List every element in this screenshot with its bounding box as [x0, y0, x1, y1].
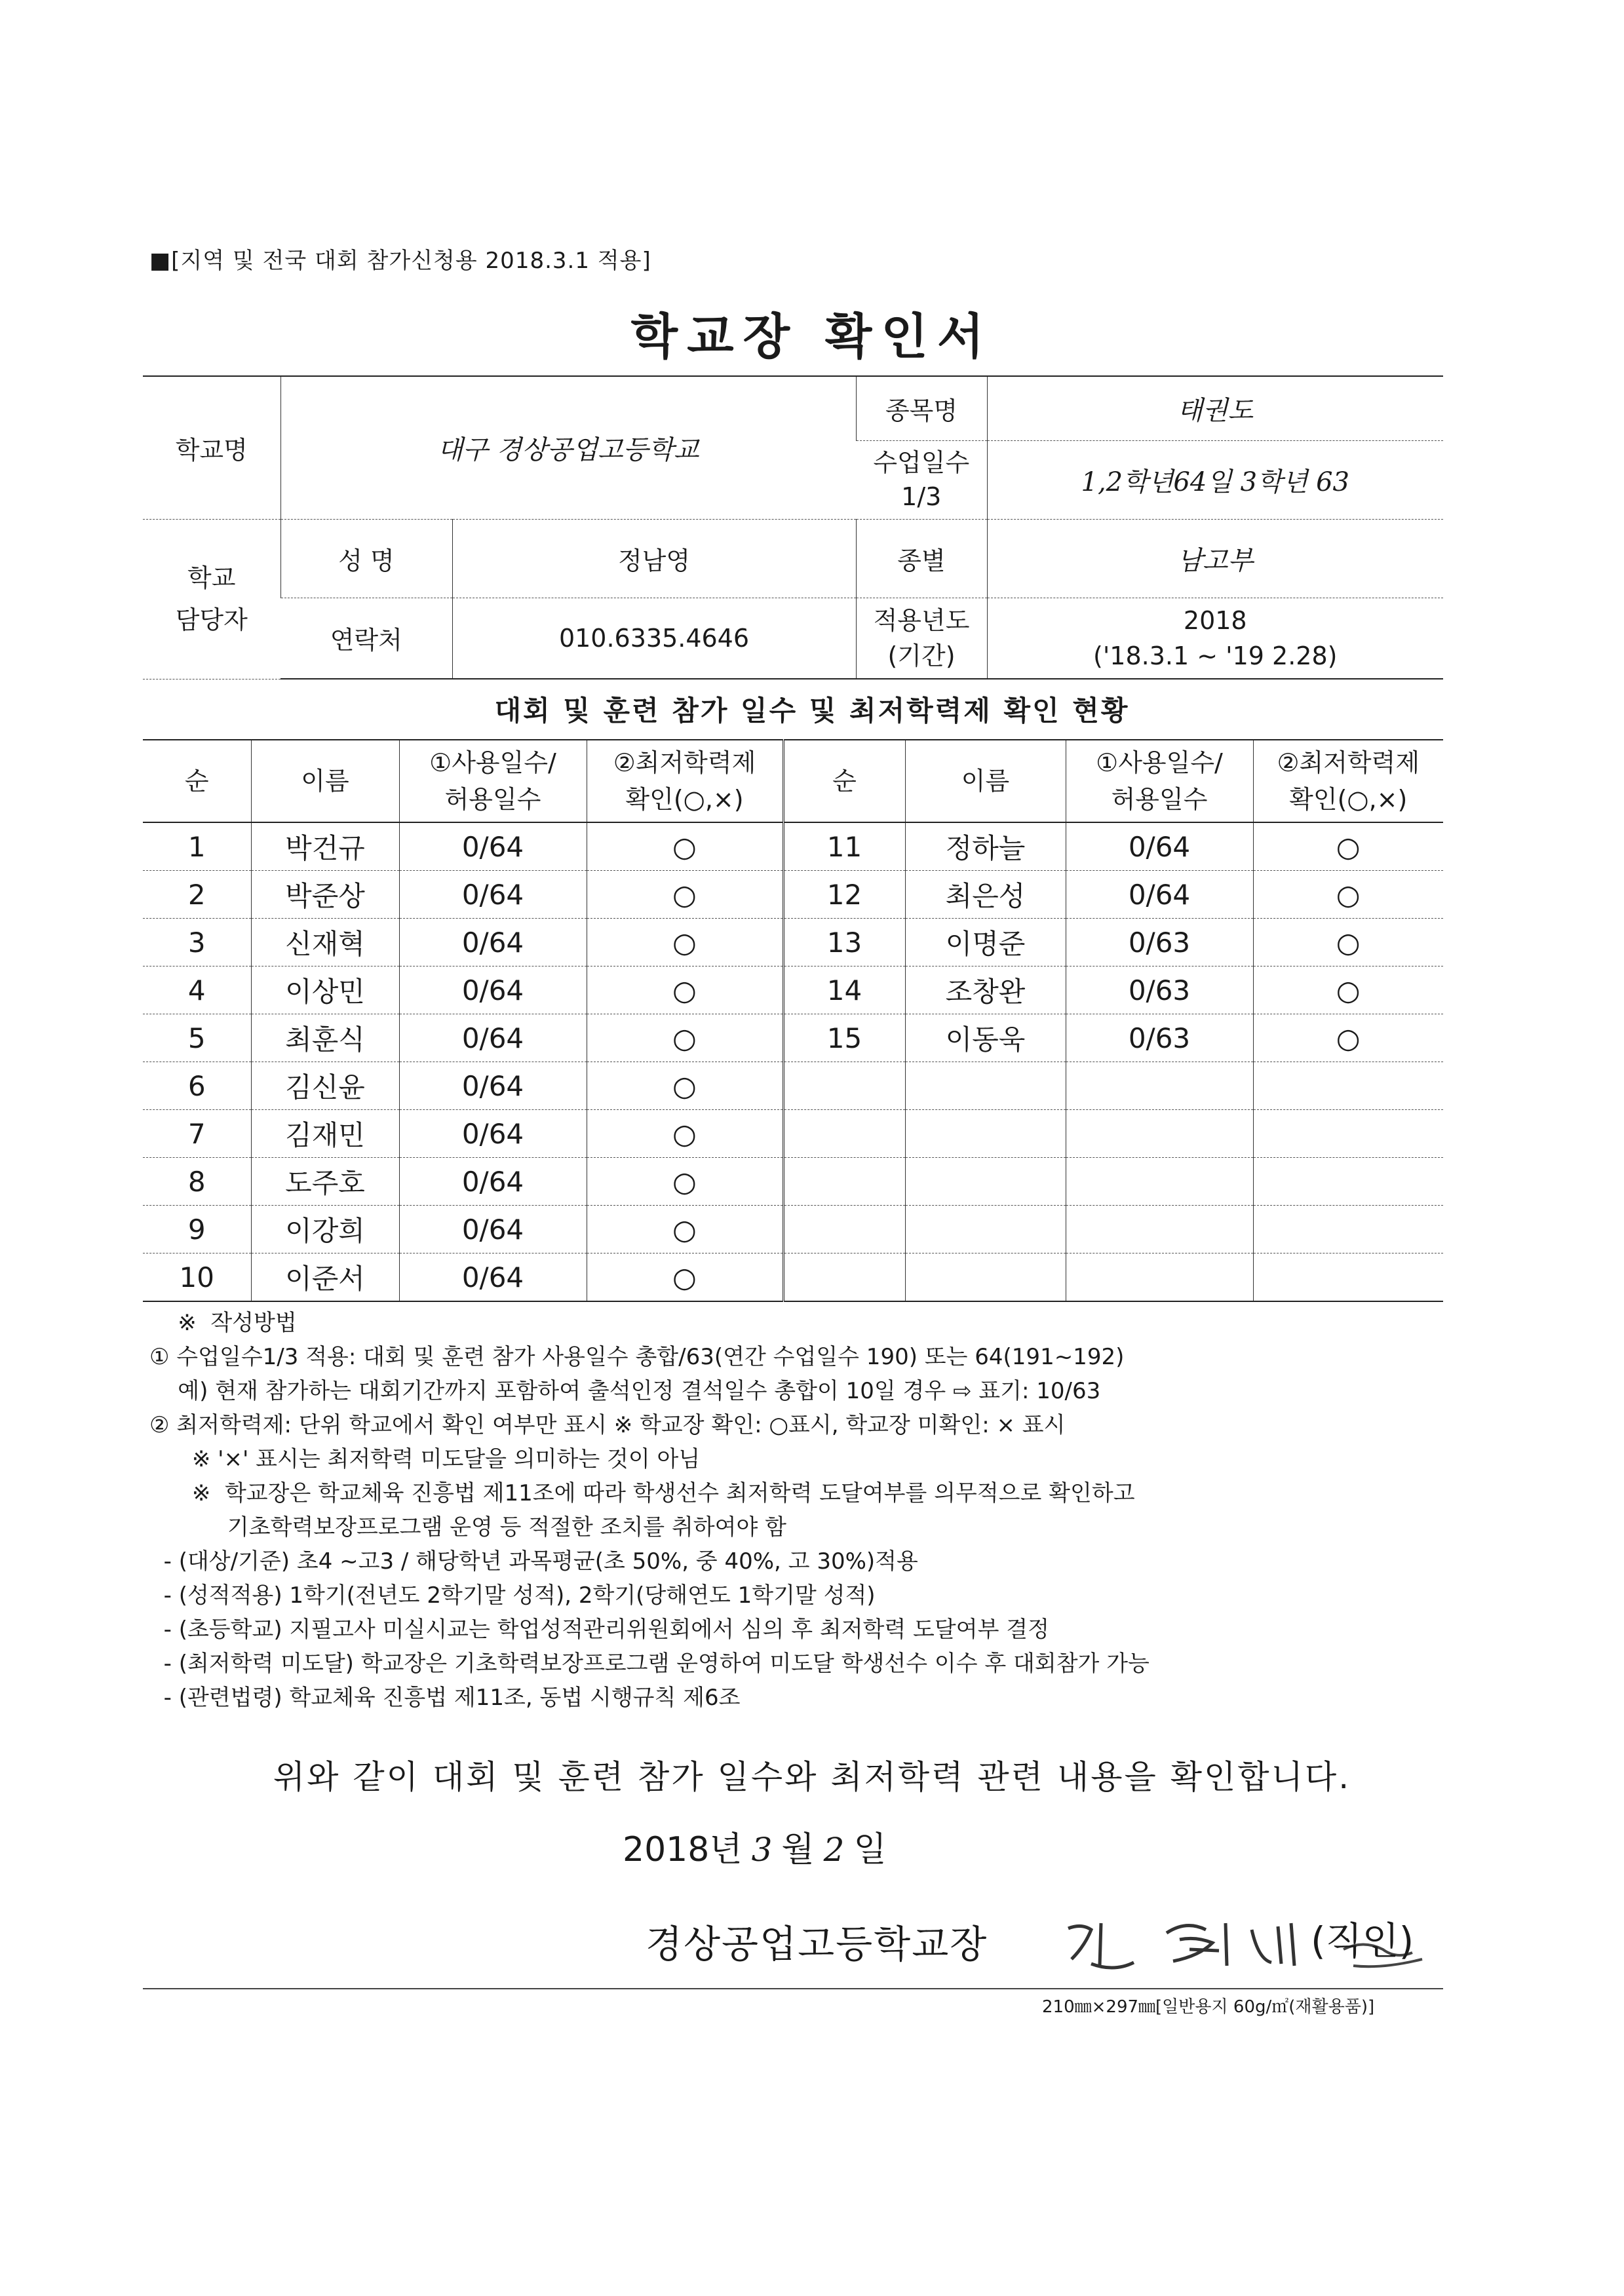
class-days-value: 1,2학년64일 3학년 63 [987, 440, 1443, 519]
row-days: 0/64 [1066, 871, 1253, 919]
row-check: ○ [1253, 1014, 1443, 1062]
date-year: 2018년 [623, 1830, 743, 1869]
row-no: 9 [143, 1206, 251, 1253]
empty-cell [1066, 1062, 1253, 1110]
row-no: 6 [143, 1062, 251, 1110]
empty-cell [905, 1253, 1066, 1302]
header-no: 순 [783, 740, 905, 822]
instruction-line: - (초등학교) 지필고사 미실시교는 학업성적관리위원회에서 심의 후 최저학력 도달여부 결정 [149, 1617, 1049, 1643]
class-days-label: 수업일수 1/3 [856, 440, 987, 519]
row-no: 11 [783, 822, 905, 871]
row-check: ○ [587, 1110, 783, 1158]
row-no: 7 [143, 1110, 251, 1158]
row-check: ○ [587, 966, 783, 1014]
row-name: 이준서 [251, 1253, 399, 1302]
instruction-line: - (관련법령) 학교체육 진흥법 제11조, 동법 시행규칙 제6조 [149, 1685, 741, 1711]
row-name: 이명준 [905, 919, 1066, 966]
table-row [143, 966, 1443, 1014]
footer-divider [143, 1988, 1443, 1989]
row-name: 조창완 [905, 966, 1066, 1014]
header-name: 이름 [251, 740, 399, 822]
row-no: 2 [143, 871, 251, 919]
form-header-note: ■[지역 및 전국 대회 참가신청용 2018.3.1 적용] [149, 248, 651, 274]
row-days: 0/64 [399, 1062, 587, 1110]
row-name: 최훈식 [251, 1014, 399, 1062]
instruction-line: 기초학력보장프로그램 운영 등 적절한 조치를 취하여야 함 [149, 1514, 786, 1540]
row-name: 최은성 [905, 871, 1066, 919]
date-day: 2 [823, 1831, 845, 1869]
row-no: 15 [783, 1014, 905, 1062]
row-no: 3 [143, 919, 251, 966]
table-row [143, 919, 1443, 966]
row-name: 이강희 [251, 1206, 399, 1253]
row-days: 0/64 [399, 1253, 587, 1302]
row-name: 김재민 [251, 1110, 399, 1158]
date-month: 3 [751, 1831, 773, 1869]
empty-cell [783, 1062, 905, 1110]
row-check: ○ [587, 871, 783, 919]
row-check: ○ [587, 822, 783, 871]
row-days: 0/63 [1066, 919, 1253, 966]
row-check: ○ [587, 1158, 783, 1206]
school-name-value: 대구 경상공업고등학교 [280, 376, 856, 519]
confirmation-statement: 위와 같이 대회 및 훈련 참가 일수와 최저학력 관련 내용을 확인합니다. [273, 1758, 1351, 1796]
school-name-label: 학교명 [143, 376, 280, 519]
header-check: ②최저학력제 확인(○,×) [1253, 740, 1443, 822]
row-days: 0/64 [399, 1014, 587, 1062]
sport-value: 태권도 [987, 376, 1443, 440]
row-days: 0/63 [1066, 966, 1253, 1014]
empty-cell [1066, 1253, 1253, 1302]
row-check: ○ [1253, 871, 1443, 919]
row-no: 14 [783, 966, 905, 1014]
contact-label: 연락처 [280, 598, 452, 679]
header-days: ①사용일수/ 허용일수 [1066, 740, 1253, 822]
row-check: ○ [587, 1253, 783, 1302]
contact-value: 010.6335.4646 [452, 598, 856, 679]
row-check: ○ [587, 919, 783, 966]
empty-cell [1253, 1062, 1443, 1110]
row-days: 0/63 [1066, 1014, 1253, 1062]
row-name: 박준상 [251, 871, 399, 919]
row-check: ○ [1253, 919, 1443, 966]
instruction-line: ① 수업일수1/3 적용: 대회 및 훈련 참가 사용일수 총합/63(연간 수업일수 190) 또는 64(191~192) [149, 1344, 1125, 1370]
row-no: 8 [143, 1158, 251, 1206]
row-days: 0/64 [399, 1206, 587, 1253]
row-no: 4 [143, 966, 251, 1014]
row-name: 이상민 [251, 966, 399, 1014]
row-days: 0/64 [1066, 822, 1253, 871]
instruction-line: ※ 학교장은 학교체육 진흥법 제11조에 따라 학생선수 최저학력 도달여부를 의무적으로 확인하고 [149, 1480, 1135, 1506]
instruction-line: - (대상/기준) 초4 ~고3 / 해당학년 과목평균(초 50%, 중 40%, 고 30%)적용 [149, 1548, 918, 1575]
empty-cell [1253, 1253, 1443, 1302]
document-title: 학교장 확인서 [630, 309, 994, 365]
row-check: ○ [587, 1206, 783, 1253]
row-check: ○ [1253, 966, 1443, 1014]
table-row [143, 1014, 1443, 1062]
header-name: 이름 [905, 740, 1066, 822]
instruction-line: 예) 현재 참가하는 대회기간까지 포함하여 출석인정 결석일수 총합이 10일 경우 ⇨ 표기: 10/63 [149, 1378, 1101, 1404]
table-row [143, 822, 1443, 871]
name-label: 성 명 [280, 519, 452, 598]
empty-cell [783, 1110, 905, 1158]
official-seal: (직인) [1311, 1919, 1414, 1963]
instructions [149, 1306, 1150, 1715]
row-check: ○ [587, 1062, 783, 1110]
empty-cell [905, 1062, 1066, 1110]
row-days: 0/64 [399, 1110, 587, 1158]
paper-spec: 210㎜×297㎜[일반용지 60g/㎡(재활용품)] [1042, 1997, 1375, 2017]
row-name: 박건규 [251, 822, 399, 871]
empty-cell [905, 1206, 1066, 1253]
row-no: 1 [143, 822, 251, 871]
date-day-unit: 일 [853, 1830, 887, 1869]
row-name: 이동욱 [905, 1014, 1066, 1062]
header-no: 순 [143, 740, 251, 822]
row-name: 김신윤 [251, 1062, 399, 1110]
name-value: 정남영 [452, 519, 856, 598]
date-month-unit: 월 [781, 1830, 815, 1869]
row-days: 0/64 [399, 822, 587, 871]
manager-label: 학교 담당자 [143, 519, 280, 679]
principal-title: 경상공업고등학교장 [646, 1922, 988, 1966]
row-check: ○ [587, 1014, 783, 1062]
table-row [143, 871, 1443, 919]
school-info-table [143, 375, 1443, 679]
table-row [143, 1206, 1443, 1253]
year-value: 2018 ('18.3.1 ~ '19 2.28) [987, 598, 1443, 679]
instruction-line: ※ '×' 표시는 최저학력 미도달을 의미하는 것이 아님 [149, 1446, 701, 1472]
empty-cell [783, 1206, 905, 1253]
row-name: 신재혁 [251, 919, 399, 966]
empty-cell [1066, 1158, 1253, 1206]
empty-cell [783, 1253, 905, 1302]
empty-cell [1066, 1110, 1253, 1158]
table-row [143, 1062, 1443, 1110]
empty-cell [783, 1158, 905, 1206]
header-days: ①사용일수/ 허용일수 [399, 740, 587, 822]
row-no: 5 [143, 1014, 251, 1062]
row-name: 정하늘 [905, 822, 1066, 871]
instruction-line: - (성적적용) 1학기(전년도 2학기말 성적), 2학기(당해연도 1학기말 성적) [149, 1582, 876, 1609]
row-days: 0/64 [399, 919, 587, 966]
section-title: 대회 및 훈련 참가 일수 및 최저학력제 확인 현황 [494, 695, 1130, 727]
category-label: 종별 [856, 519, 987, 598]
year-label: 적용년도 (기간) [856, 598, 987, 679]
instruction-line: ② 최저학력제: 단위 학교에서 확인 여부만 표시 ※ 학교장 확인: ○표시, 학교장 미확인: × 표시 [149, 1412, 1066, 1438]
roster-table [143, 739, 1443, 1302]
empty-cell [905, 1158, 1066, 1206]
row-days: 0/64 [399, 871, 587, 919]
empty-cell [905, 1110, 1066, 1158]
empty-cell [1253, 1206, 1443, 1253]
instruction-line: - (최저학력 미도달) 학교장은 기초학력보장프로그램 운영하여 미도달 학생선수 이수 후 대회참가 가능 [149, 1651, 1150, 1677]
sport-label: 종목명 [856, 376, 987, 440]
instruction-line: ※ 작성방법 [149, 1310, 297, 1336]
empty-cell [1066, 1206, 1253, 1253]
category-value: 남고부 [987, 519, 1443, 598]
row-days: 0/64 [399, 966, 587, 1014]
header-check: ②최저학력제 확인(○,×) [587, 740, 783, 822]
row-days: 0/64 [399, 1158, 587, 1206]
empty-cell [1253, 1158, 1443, 1206]
empty-cell [1253, 1110, 1443, 1158]
table-row [143, 1158, 1443, 1206]
row-no: 13 [783, 919, 905, 966]
row-no: 10 [143, 1253, 251, 1302]
row-name: 도주호 [251, 1158, 399, 1206]
row-check: ○ [1253, 822, 1443, 871]
table-row [143, 1110, 1443, 1158]
issue-date [623, 1822, 887, 1871]
table-row [143, 1253, 1443, 1302]
row-no: 12 [783, 871, 905, 919]
roster-header-row [143, 740, 1443, 822]
